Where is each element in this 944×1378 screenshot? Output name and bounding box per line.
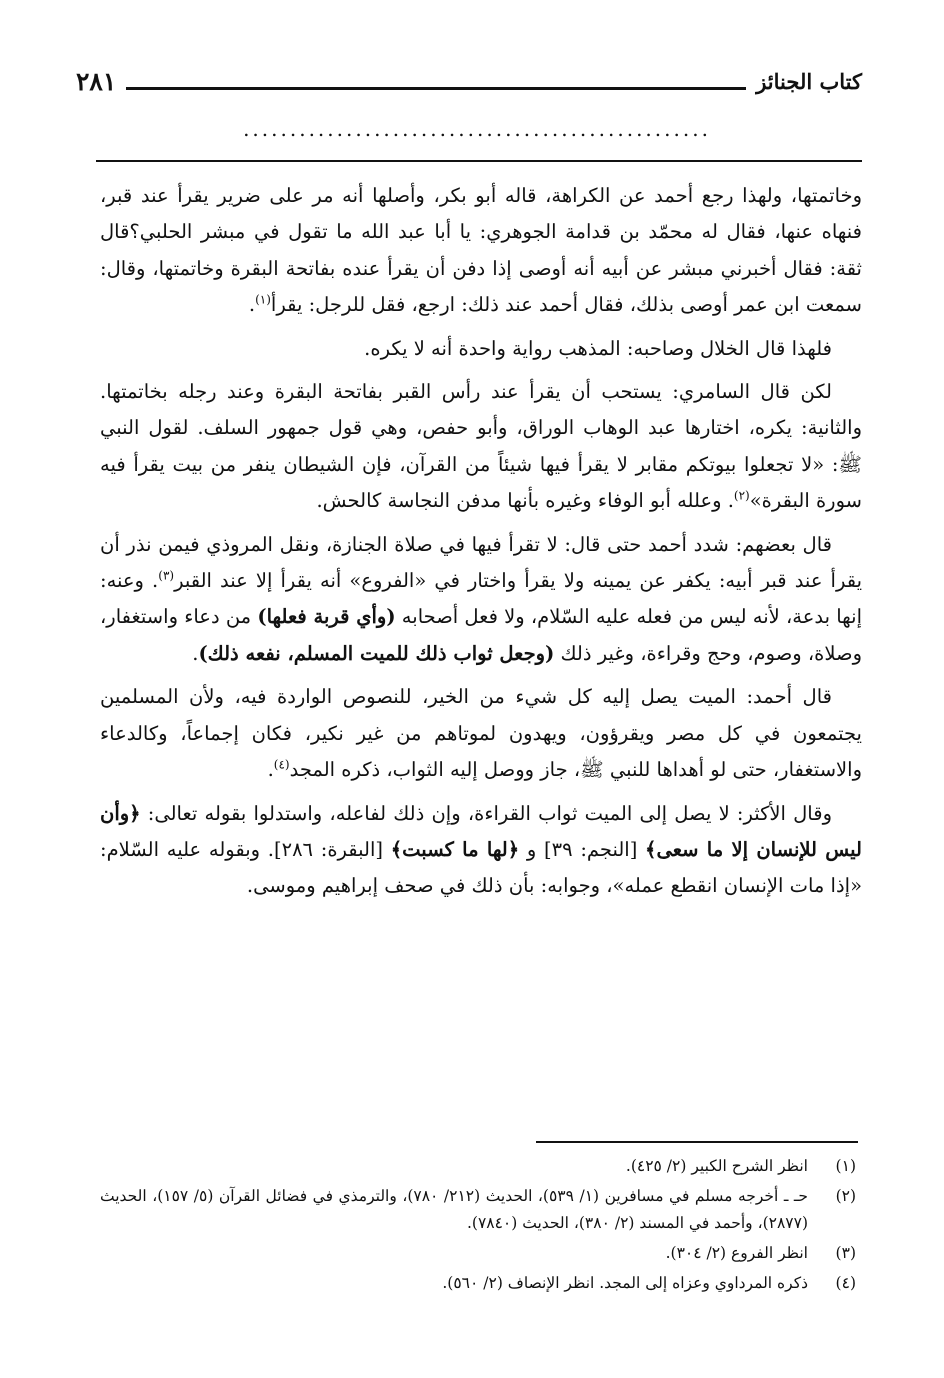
text-run: فلهذا قال الخلال وصاحبه: المذهب رواية واحدة أنه لا يكره. (364, 336, 832, 360)
paragraph (100, 331, 862, 367)
top-rule (96, 160, 862, 162)
paragraph (100, 374, 862, 520)
text-run: [البقرة: ٢٨٦]. وبقوله عليه السّلام: «إذا مات الإنسان انقطع عمله»، وجوابه: بأن ذلك في صحف إبراهيم وموسى. (100, 837, 862, 898)
footnote (100, 1153, 856, 1180)
text-run: . وعلله أبو الوفاء وغيره بأنها مدفن النجاسة كالحش. (316, 489, 734, 513)
bold-text: (وجعل ثواب ذلك للميت المسلم، نفعه ذلك) (198, 641, 555, 665)
page-header (76, 48, 862, 94)
footnote (100, 1270, 856, 1297)
text-run: . (248, 293, 256, 317)
footnote-ref: (٤) (273, 757, 290, 772)
paragraph (100, 679, 862, 788)
paragraph (100, 527, 862, 673)
footnote (100, 1183, 856, 1237)
header-rule (126, 87, 746, 90)
paragraph (100, 796, 862, 905)
text-run: وخاتمتها، ولهذا رجع أحمد عن الكراهة، قاله أبو بكر، وأصلها أنه مر على ضرير يقرأ عند قبر، فنهاه عنها، فقال له محمّد بن قدامة الجوهري: يا أبا عبد الله ما تقول في مبشر الحلبي؟قال ثقة: فقال أخبرني مبشر عن أبيه أنه أوصى إذا دفن أن يقرأ عنده بفاتحة البقرة وخاتمتها، وقال: سمعت ابن عمر أوصى بذلك، فقال أحمد عند ذلك: ارجع، فقل للرجل: يقرأ (100, 184, 862, 317)
footnote-ref: (٢) (733, 488, 750, 503)
text-run: . (267, 758, 274, 782)
text-run: لكن قال السامري: يستحب أن يقرأ عند رأس القبر بفاتحة البقرة وعند رجله بخاتمتها. والثانية: يكره، اختارها عبد الوهاب الوراق، وأبو حفص، وهي قول جمهور السلف. لقول النبي ﷺ: «لا تجعلوا بيوتكم مقابر لا يقرأ فيها شيئاً من القرآن، فإن الشيطان ينفر من بيت يقرأ فيه سورة البقرة» (100, 380, 862, 513)
text-run: قال بعضهم: شدد أحمد حتى قال: لا تقرأ فيها في صلاة الجنازة، ونقل المروذي فيمن نذر أن يقرأ عند قبر أبيه: يكفر عن يمينه ولا يقرأ واختار في «الفروع» أنه يقرأ إلا عند القبر (100, 532, 862, 593)
footnote-number: (٤) (835, 1274, 856, 1292)
footnote-number: (٢) (835, 1187, 857, 1205)
footnote-number: (١) (835, 1157, 856, 1175)
bold-text: ﴿لها ما كسبت﴾ (390, 837, 520, 861)
bold-text: (وأي قربة فعلها) (257, 605, 396, 629)
text-run: [النجم: ٣٩] و (519, 837, 646, 861)
footnote-text: انظر الشرح الكبير (٢/ ٤٢٥). (625, 1157, 808, 1175)
footnotes (100, 1153, 856, 1300)
text-run: من دعاء واستغفار، وصلاة، وصوم، وحج وقراءة، وغير ذلك (100, 605, 862, 665)
paragraph (100, 178, 862, 324)
separator-dots: .................................................. (243, 118, 711, 140)
text-run: . (192, 641, 199, 665)
bold-text: ﴿وأن ليس للإنسان إلا ما سعى﴾ (100, 801, 862, 861)
text-run: . وعنه: إنها بدعة، لأنه ليس من فعله عليه السّلام، ولا فعل أصحابه (100, 569, 862, 629)
footnote-text: حـ ـ أخرجه مسلم في مسافرين (١/ ٥٣٩)، الحديث (٢١٢/ ٧٨٠)، والترمذي في فضائل القرآن (٥/ ١٥٧)، الحديث (٢٨٧٧)، وأحمد في المسند (٢/ ٣٨٠)، الحديث (٧٨٤٠). (100, 1187, 809, 1232)
footnote (100, 1240, 856, 1267)
footnote-rule (536, 1141, 858, 1143)
page-number: ٢٨١ (76, 67, 117, 96)
footnote-text: ذكره المرداوي وعزاه إلى المجد. انظر الإنصاف (٢/ ٥٦٠). (442, 1274, 808, 1292)
text-run: وقال الأكثر: لا يصل إلى الميت ثواب القراءة، وإن ذلك لفاعله، واستدلوا بقوله تعالى: (140, 801, 832, 825)
footnote-ref: (٣) (158, 568, 175, 583)
running-title: كتاب الجنائز (756, 69, 862, 94)
footnote-ref: (١) (255, 292, 271, 307)
main-text (100, 178, 862, 912)
text-run: قال أحمد: الميت يصل إليه كل شيء من الخير، للنصوص الواردة فيه، ولأن المسلمين يجتمعون في كل مصر ويقرؤون، ويهدون لموتاهم من غير نكير، فكان إجماعاً، وكالدعاء والاستغفار، حتى لو أهداها للنبي ﷺ، جاز ووصل إليه الثواب، ذكره المجد (100, 685, 862, 782)
footnote-number: (٣) (835, 1244, 856, 1262)
footnote-text: انظر الفروع (٢/ ٣٠٤). (665, 1244, 808, 1262)
